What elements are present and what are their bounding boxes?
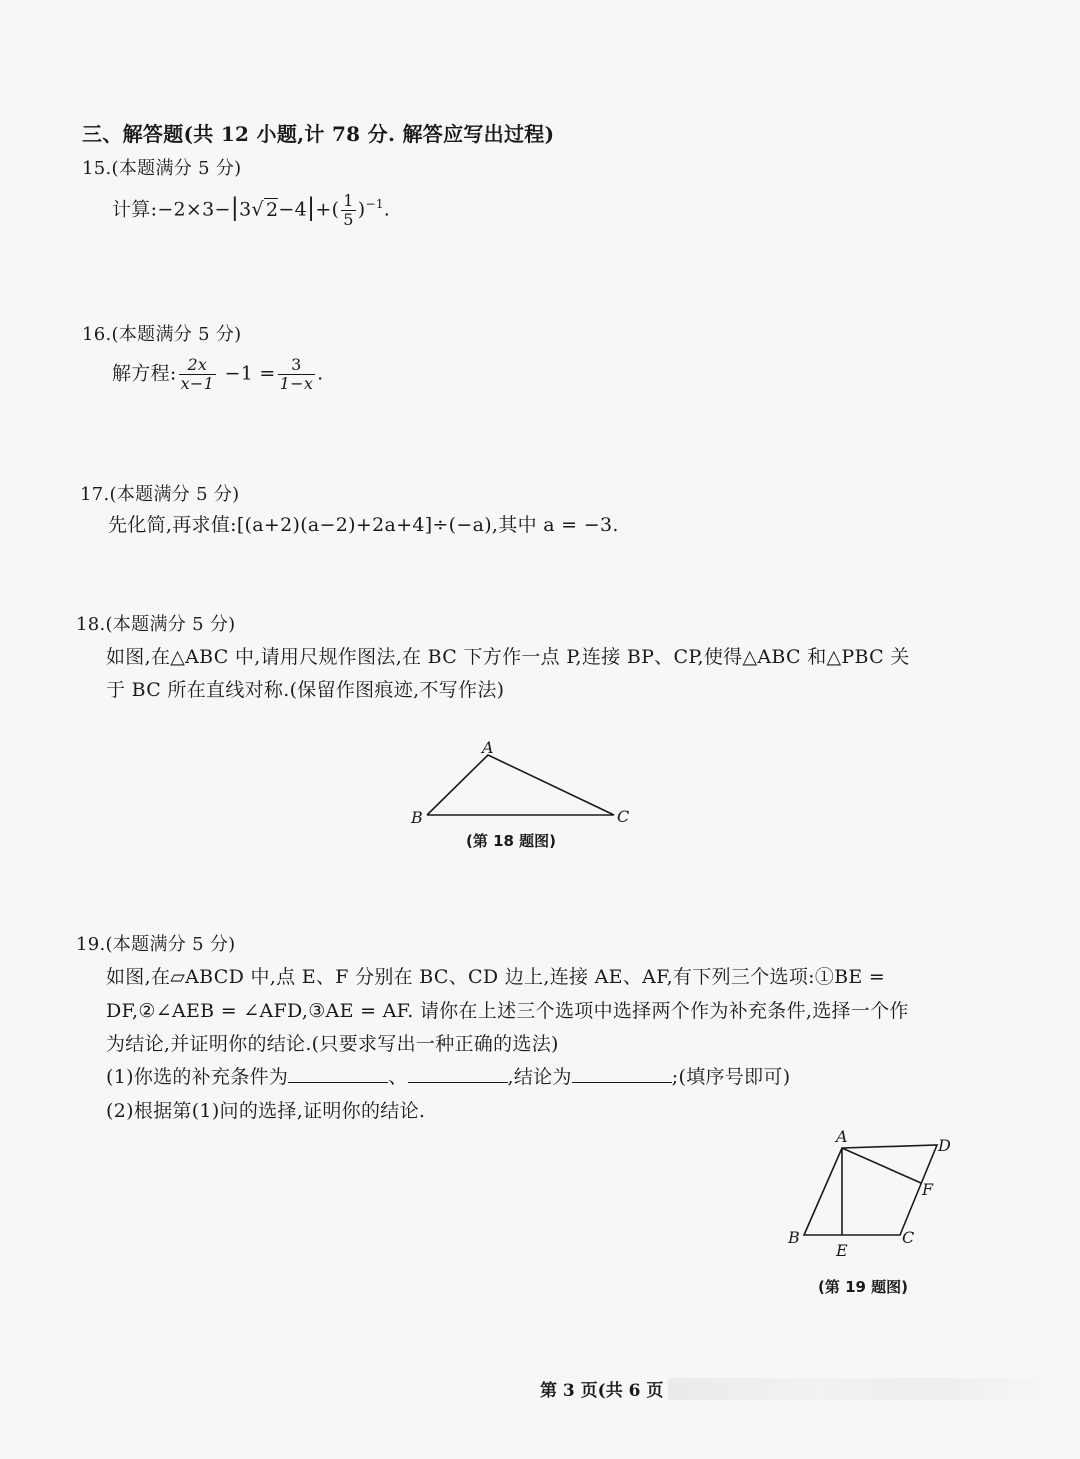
q19-label-b: B [788, 1228, 800, 1247]
q19-line-1: 如图,在▱ABCD 中,点 E、F 分别在 BC、CD 边上,连接 AE、AF,有下列三个选项:①BE = [106, 966, 886, 988]
q15-header: 15.(本题满分 5 分) [82, 158, 242, 179]
segment-af [842, 1148, 921, 1183]
q19-label-e: E [836, 1241, 848, 1260]
q15-expression: 计算:−2×3−|3√ 2−4|+( $\frac{1}{5}$ )$^{-1}$. [112, 191, 391, 229]
q16-end: . [317, 362, 324, 385]
q16-frac1-den: x−1 [180, 374, 215, 393]
q19-header: 19.(本题满分 5 分) [76, 934, 236, 955]
q15-prefix: 计算: [112, 198, 158, 221]
q16-frac2-num: 3 [278, 356, 316, 375]
q17-header: 17.(本题满分 5 分) [80, 484, 240, 505]
triangle-abc [427, 755, 614, 815]
q17-text: 先化简,再求值:[(a+2)(a−2)+2a+4]÷(−a),其中 a = −3. [108, 514, 619, 536]
q18-label-a: A [482, 738, 494, 757]
q18-line-2: 于 BC 所在直线对称.(保留作图痕迹,不写作法) [106, 679, 505, 701]
q19-line-2: DF,②∠AEB = ∠AFD,③AE = AF. 请你在上述三个选项中选择两个作为补充条件,选择一个作 [106, 1000, 909, 1022]
q15-sqrt-arg: 2 [265, 198, 279, 221]
q15-frac-den: 5 [343, 210, 354, 229]
q18-label-c: C [617, 807, 630, 826]
q19-label-c: C [902, 1228, 915, 1247]
q19-part1-b: ,结论为 [507, 1066, 572, 1088]
q16-prefix: 解方程: [112, 362, 177, 385]
answer-blank-2[interactable] [408, 1064, 508, 1083]
page-number: 第 3 页(共 6 页 [540, 1381, 664, 1401]
q15-expr-d: +( [315, 198, 340, 221]
q18-header: 18.(本题满分 5 分) [76, 614, 236, 635]
q18-figure-caption: (第 18 题图) [466, 832, 557, 850]
q19-part1-a: (1)你选的补充条件为 [106, 1066, 289, 1088]
q19-figure-caption: (第 19 题图) [818, 1278, 909, 1296]
q18-triangle-figure [400, 735, 640, 835]
watermark-blur [668, 1378, 1040, 1400]
q18-line-1: 如图,在△ABC 中,请用尺规作图法,在 BC 下方作一点 P,连接 BP、CP,使得△ABC 和△PBC 关 [106, 646, 910, 668]
q18-label-b: B [411, 808, 423, 827]
q19-part-2: (2)根据第(1)问的选择,证明你的结论. [106, 1100, 426, 1122]
q19-label-a: A [836, 1127, 848, 1146]
q15-expr-e: ) [357, 198, 366, 221]
answer-blank-1[interactable] [288, 1064, 388, 1083]
q19-part-1 [106, 1062, 790, 1089]
q15-abs-open: | [230, 193, 240, 222]
q19-part1-sep: 、 [388, 1066, 408, 1088]
q15-frac-num: 1 [343, 191, 354, 210]
q15-abs-close: | [306, 193, 316, 222]
q19-label-f: F [922, 1180, 934, 1199]
q19-label-d: D [938, 1136, 951, 1155]
q16-header: 16.(本题满分 5 分) [82, 324, 242, 345]
q15-end: . [383, 198, 391, 221]
q16-frac2-den: 1−x [279, 374, 314, 393]
answer-blank-3[interactable] [572, 1064, 672, 1083]
q16-fraction-1 [179, 356, 217, 393]
q19-parallelogram-figure [780, 1125, 960, 1265]
q15-expr-c: −4 [278, 198, 307, 221]
q16-fraction-2 [278, 356, 316, 393]
q19-line-3: 为结论,并证明你的结论.(只要求写出一种正确的选法) [106, 1033, 559, 1055]
q16-mid: −1 = [224, 362, 276, 385]
q16-frac1-num: 2x [179, 356, 217, 375]
q19-part1-c: ;(填序号即可) [671, 1066, 791, 1088]
q15-exponent: −1 [365, 197, 384, 212]
section-heading: 三、解答题(共 12 小题,计 78 分. 解答应写出过程) [82, 122, 555, 146]
parallelogram-abcd [804, 1145, 937, 1235]
q16-equation [112, 356, 324, 393]
q15-expr-b: 3 [239, 198, 252, 221]
q15-fraction [341, 192, 355, 229]
q15-expr-a: −2×3− [157, 198, 231, 221]
